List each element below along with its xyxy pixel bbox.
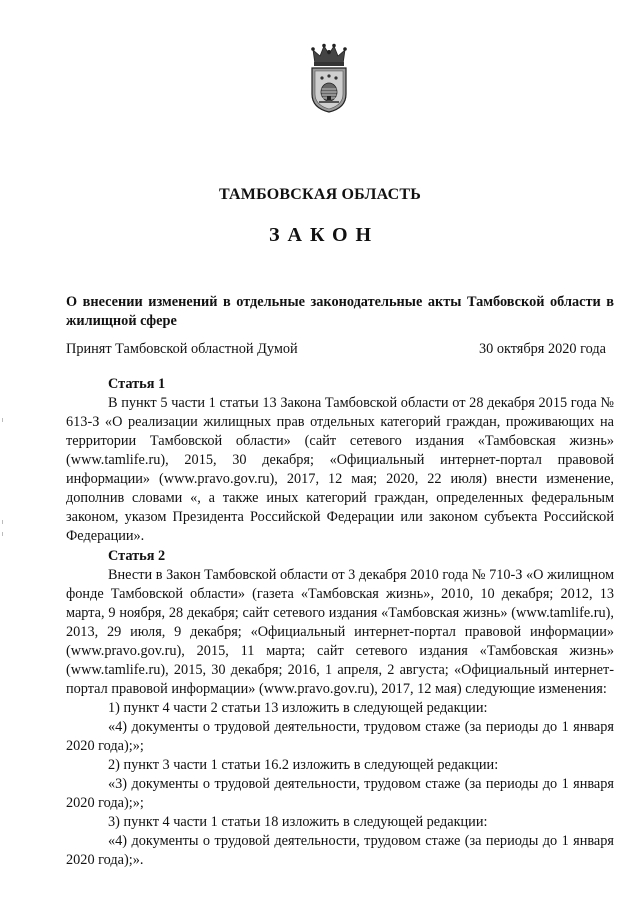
adoption-date: 30 октября 2020 года: [478, 341, 606, 357]
amendment-item: 2) пункт 3 части 1 статьи 16.2 изложить в следующей редакции:: [108, 757, 499, 773]
amendment-text: «4) документы о трудовой деятельности, трудовом стаже (за периоды до 1 января 2020 года);».: [66, 833, 614, 868]
article-1: [66, 375, 614, 546]
law-subject: О внесении изменений в отдельные законодательные акты Тамбовской области в жилищной сфере: [66, 294, 614, 329]
tambov-coat-of-arms-icon: [307, 42, 351, 114]
article-title: Статья 1: [108, 376, 166, 392]
article-paragraph: Внести в Закон Тамбовской области от 3 декабря 2010 года № 710-З «О жилищном фонде Тамбовской области» (газета «Тамбовская жизнь», 2010, 10 декабря; 2012, 13 марта, 9 ноября, 28 декабря; сайт сетевого издания «Тамбовская жизнь» (www.tamlife.ru), 2013, 29 июля, 9 декабря; «Официальный интернет-портал правовой информации» (www.pravo.gov.ru), 2015, 11 марта; сайт сетевого издания «Тамбовская жизнь» (www.tamlife.ru), 2015, 30 декабря; 2016, 1 апреля, 2 августа; «Официальный интернет-портал правовой информации» (www.pravo.gov.ru), 2017, 12 мая) следующие изменения:: [66, 567, 614, 697]
amendment-text: «3) документы о трудовой деятельности, трудовом стаже (за периоды до 1 января 2020 года);»;: [66, 776, 614, 811]
scan-mark: [2, 418, 3, 422]
amendment-item: 1) пункт 4 части 2 статьи 13 изложить в следующей редакции:: [108, 700, 488, 716]
scan-mark: [2, 532, 3, 536]
article-title: Статья 2: [108, 548, 166, 564]
adopted-by: Принят Тамбовской областной Думой: [66, 341, 298, 357]
article-paragraph: В пункт 5 части 1 статьи 13 Закона Тамбовской области от 28 декабря 2015 года № 613-З «О реализации жилищных прав отдельных категорий граждан, проживающих на территории Тамбовской области» (сайт сетевого издания «Тамбовская жизнь» (www.tamlife.ru), 2015, 30 декабря; «Официальный интернет-портал правовой информации» (www.pravo.gov.ru), 2017, 12 мая; 2020, 22 июля) внести изменение, дополнив словами «, а также иных категорий граждан, определенных федеральным законом, указом Президента Российской Федерации или законом субъекта Российской Федерации».: [66, 395, 614, 544]
amendment-item: 3) пункт 4 части 1 статьи 18 изложить в следующей редакции:: [108, 814, 488, 830]
adoption-line: [66, 341, 606, 358]
amendment-text: «4) документы о трудовой деятельности, трудовом стаже (за периоды до 1 января 2020 года);»;: [66, 719, 614, 754]
article-2: [66, 547, 614, 870]
document-type-title: ЗАКОН: [268, 224, 380, 246]
region-title: ТАМБОВСКАЯ ОБЛАСТЬ: [218, 186, 422, 203]
scan-mark: [2, 520, 3, 524]
